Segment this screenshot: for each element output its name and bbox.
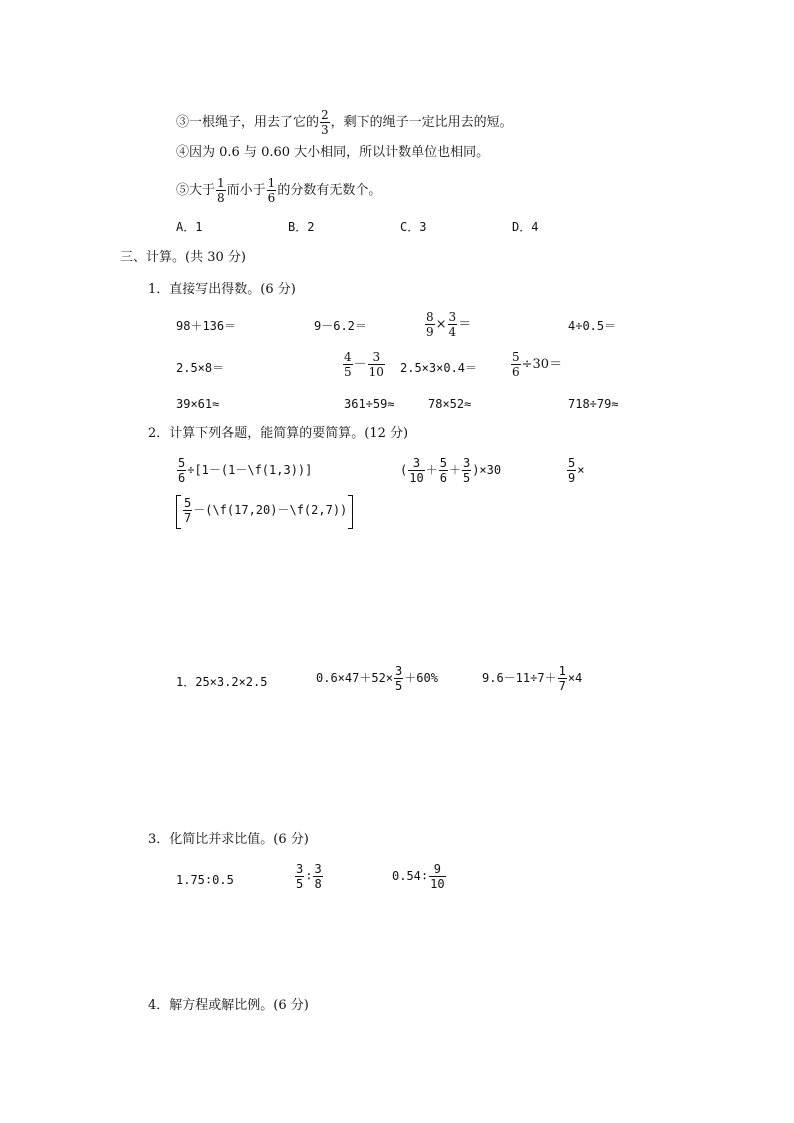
denominator: 10 (368, 365, 384, 379)
fraction (558, 664, 567, 693)
q1-item: 361÷59≈ (344, 397, 395, 411)
fraction (177, 456, 186, 485)
numerator: 3 (395, 664, 403, 678)
fraction (448, 310, 458, 339)
denominator: 9 (426, 325, 434, 339)
denominator: 5 (344, 365, 352, 379)
q2-expr-1 (176, 456, 312, 485)
operator: ＋ (425, 463, 438, 477)
q4-title: 4．解方程或解比例。(6 分) (148, 998, 309, 1013)
numerator: 8 (426, 310, 434, 324)
denominator: 9 (568, 471, 576, 485)
denominator: 6 (267, 191, 276, 205)
text: ×4 (567, 671, 583, 685)
numerator: 1 (267, 176, 276, 190)
numerator: 9 (429, 862, 445, 877)
denominator: 7 (184, 511, 192, 525)
text: 0.54∶ (392, 869, 429, 883)
denominator: 10 (430, 877, 445, 891)
fraction (183, 496, 192, 525)
fraction (320, 108, 330, 137)
fraction (394, 664, 403, 693)
q1-item (424, 310, 471, 339)
q3-b (294, 862, 324, 891)
denominator: 6 (512, 365, 520, 379)
text: ÷[1－(1－\f(1,3))] (187, 463, 313, 477)
q1-item: 2.5×3×0.4＝ (400, 361, 478, 375)
numerator: 3 (368, 350, 385, 365)
numerator: 3 (462, 456, 471, 470)
numerator: 5 (184, 496, 192, 510)
fraction (567, 456, 576, 485)
q2-title: 2．计算下列各题，能简算的要简算。(12 分) (148, 426, 409, 441)
text: 9.6－11÷7＋ (482, 671, 557, 685)
fraction (216, 176, 226, 205)
fraction (462, 456, 471, 485)
choice-d: D．4 (512, 220, 539, 234)
numerator: 1 (558, 664, 566, 678)
right-bracket (348, 495, 353, 529)
fraction (439, 456, 448, 485)
fraction (295, 862, 304, 891)
fraction (313, 862, 322, 891)
denominator: 7 (558, 679, 566, 693)
numerator: 3 (314, 862, 322, 876)
statement-5 (176, 176, 381, 205)
denominator: 6 (178, 471, 186, 485)
denominator: 4 (448, 325, 457, 339)
choice-b: B．2 (288, 220, 315, 234)
denominator: 8 (217, 191, 225, 205)
numerator: 5 (178, 456, 186, 470)
numerator: 5 (568, 456, 576, 470)
numerator: 3 (296, 862, 304, 876)
denominator: 6 (439, 471, 447, 485)
statement-3 (176, 108, 513, 137)
operator: × (577, 463, 585, 477)
q3-c (392, 862, 447, 891)
numerator: 2 (321, 108, 329, 122)
q1-item: 718÷79≈ (568, 397, 619, 411)
left-bracket (176, 495, 181, 529)
numerator: 4 (344, 350, 352, 364)
text: ＋60% (404, 671, 438, 685)
text: 而小于 (226, 183, 266, 198)
fraction (408, 456, 424, 485)
operator: × (435, 317, 447, 332)
q2-expr-4: 1．25×3.2×2.5 (176, 675, 268, 689)
operator: － (353, 357, 367, 372)
numerator: 1 (217, 176, 225, 190)
choice-c: C．3 (400, 220, 427, 234)
operator: ＋ (448, 463, 461, 477)
fraction (425, 310, 435, 339)
denominator: 5 (462, 471, 471, 485)
text: －(\f(17,20)－\f(2,7)) (193, 503, 348, 517)
text: 的分数有无数个。 (277, 183, 382, 198)
paren: ( (400, 463, 408, 477)
denominator: 8 (314, 877, 322, 891)
q2-expr-5 (316, 664, 438, 693)
fraction (267, 176, 277, 205)
denominator: 10 (409, 471, 424, 485)
q1-item: 78×52≈ (428, 397, 472, 411)
q1-item (510, 350, 562, 379)
q1-item: 39×61≈ (176, 397, 220, 411)
colon: ∶ (305, 869, 313, 883)
section-title: 三、计算。(共 30 分) (120, 250, 246, 265)
q3-a: 1.75∶0.5 (176, 873, 234, 887)
q1-item: 98＋136＝ (176, 319, 237, 333)
q2-expr-6 (482, 664, 582, 693)
q3-title: 3．化简比并求比值。(6 分) (148, 832, 309, 847)
numerator: 3 (408, 456, 424, 471)
q1-item: 2.5×8＝ (176, 361, 225, 375)
statement-4: ④因为 0.6 与 0.60 大小相同，所以计数单位也相同。 (176, 145, 490, 160)
q1-item (342, 350, 386, 379)
fraction (511, 350, 521, 379)
text: ③一根绳子，用去了它的 (176, 115, 320, 130)
denominator: 5 (296, 877, 304, 891)
q1-item: 9－6.2＝ (314, 319, 367, 333)
q1-title: 1．直接写出得数。(6 分) (148, 282, 296, 297)
fraction (368, 350, 385, 379)
fraction (429, 862, 445, 891)
operator: ÷30＝ (521, 357, 563, 372)
q1-item: 4÷0.5＝ (568, 319, 617, 333)
numerator: 3 (448, 310, 457, 324)
text: ，剩下的绳子一定比用去的短。 (330, 115, 513, 130)
equals: ＝ (458, 317, 472, 332)
numerator: 5 (512, 350, 520, 364)
denominator: 5 (395, 679, 403, 693)
denominator: 3 (321, 123, 329, 137)
choice-a: A．1 (176, 220, 203, 234)
q2-expr-3 (566, 456, 584, 485)
fraction (343, 350, 353, 379)
numerator: 5 (439, 456, 447, 470)
text: ⑤大于 (176, 183, 216, 198)
text: )×30 (472, 463, 502, 477)
q2-expr-2 (400, 456, 501, 485)
q2-expr-3-bracket-content (182, 496, 347, 525)
text: 0.6×47＋52× (316, 671, 394, 685)
